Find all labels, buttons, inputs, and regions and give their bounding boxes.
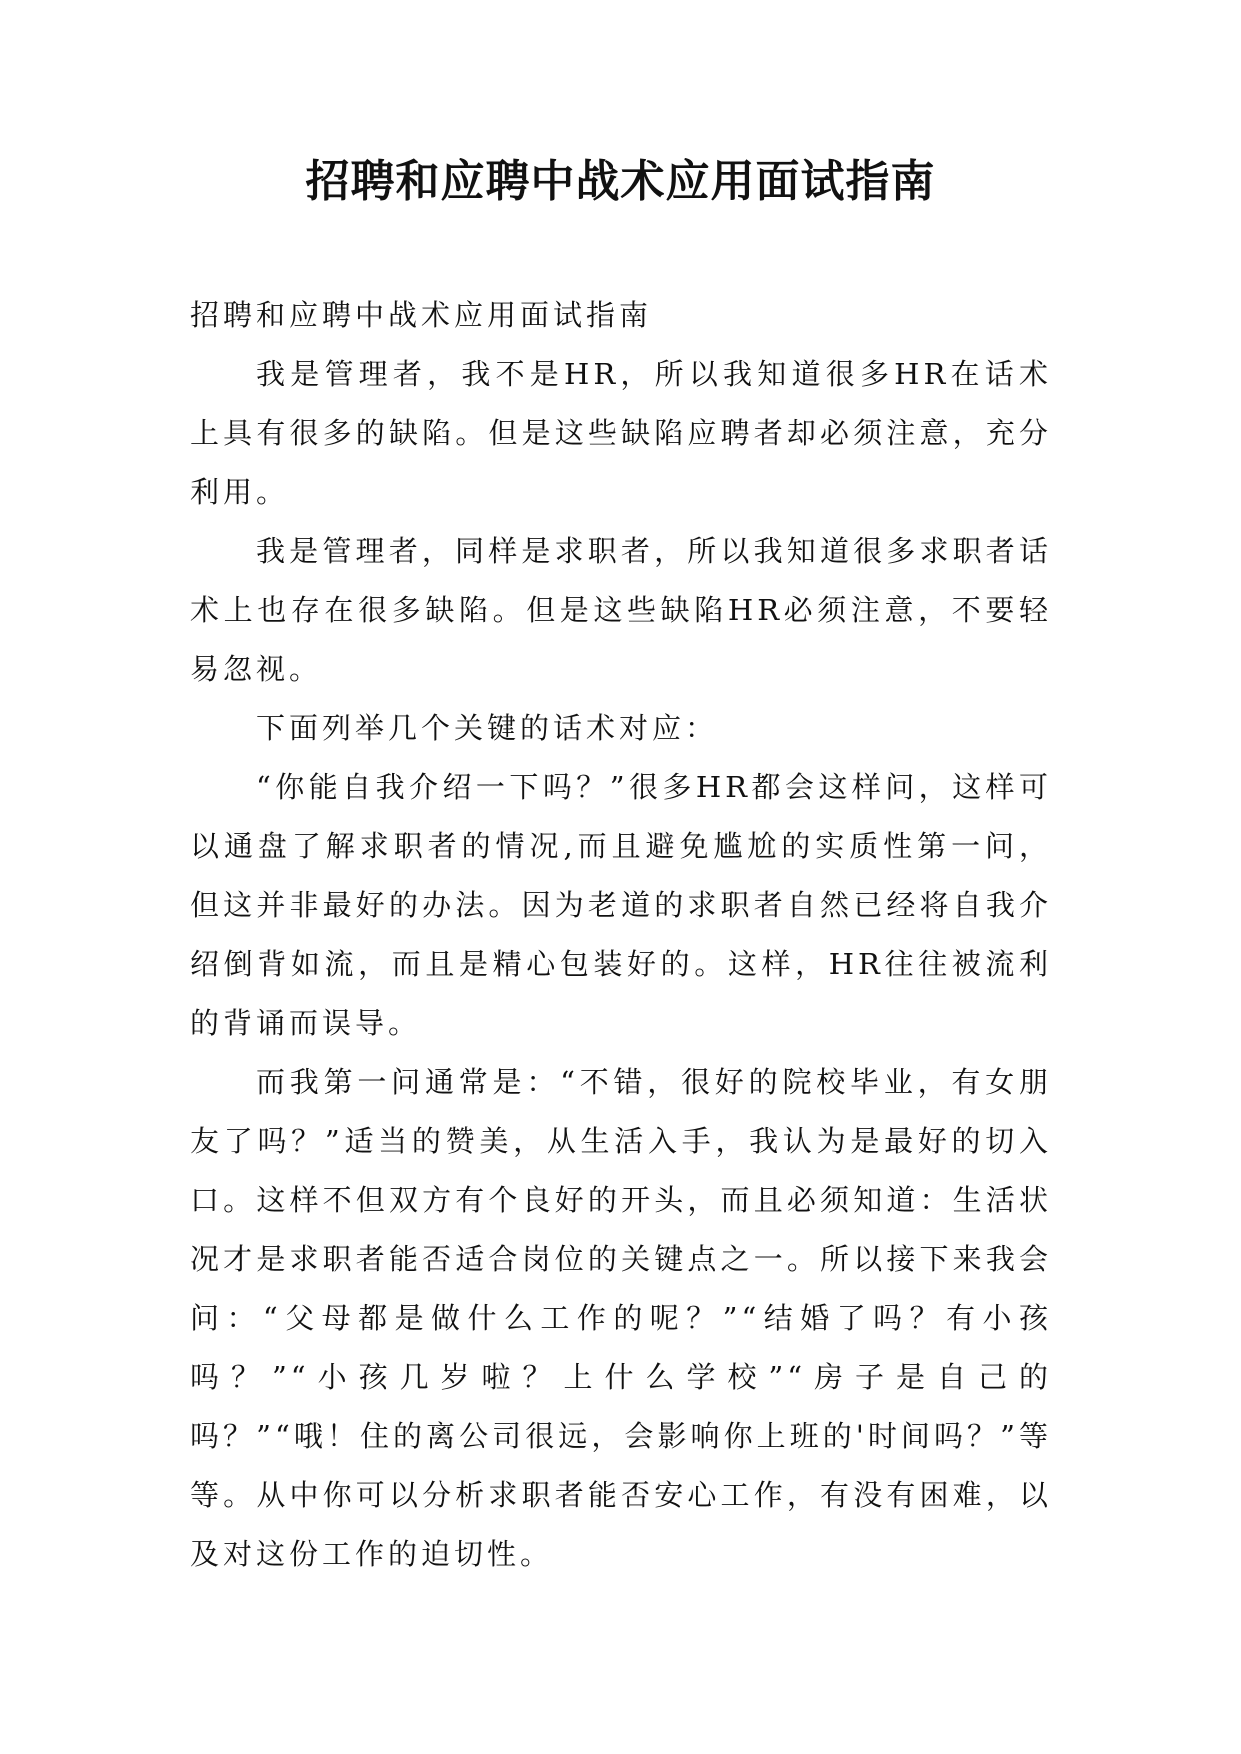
paragraph: 下面列举几个关键的话术对应： — [256, 711, 719, 745]
paragraph-subtitle: 招聘和应聘中战术应用面试指南 — [190, 298, 653, 332]
document-title: 招聘和应聘中战术应用面试指南 — [305, 156, 936, 207]
paragraph: “你能自我介绍一下吗？”很多HR都会这样问，这样可以通盘了解求职者的情况,而且避免尴尬的实质性第一问，但这并非最好的办法。因为老道的求职者自然已经将自我介绍倒背如流，而且是精心包装好的。这样，HR往往被流利的背诵而误导。 — [190, 770, 1052, 1040]
paragraph: 而我第一问通常是：“不错，很好的院校毕业，有女朋友了吗？”适当的赞美，从生活入手，我认为是最好的切入口。这样不但双方有个良好的开头，而且必须知道：生活状况才是求职者能否适合岗位的关键点之一。所以接下来我会问：“父母都是做什么工作的呢？”“结婚了吗？有小孩吗？”“小孩几岁啦？上什么学校”“房子是自己的吗？”“哦！住的离公司很远，会影响你上班的'时间吗？”等等。从中你可以分析求职者能否安心工作，有没有困难，以及对这份工作的迫切性。 — [190, 1065, 1052, 1571]
paragraph: 我是管理者，我不是HR，所以我知道很多HR在话术上具有很多的缺陷。但是这些缺陷应聘者却必须注意，充分利用。 — [190, 357, 1052, 509]
paragraph: 我是管理者，同样是求职者，所以我知道很多求职者话术上也存在很多缺陷。但是这些缺陷HR必须注意，不要轻易忽视。 — [190, 534, 1052, 686]
document-body — [190, 286, 1052, 1584]
